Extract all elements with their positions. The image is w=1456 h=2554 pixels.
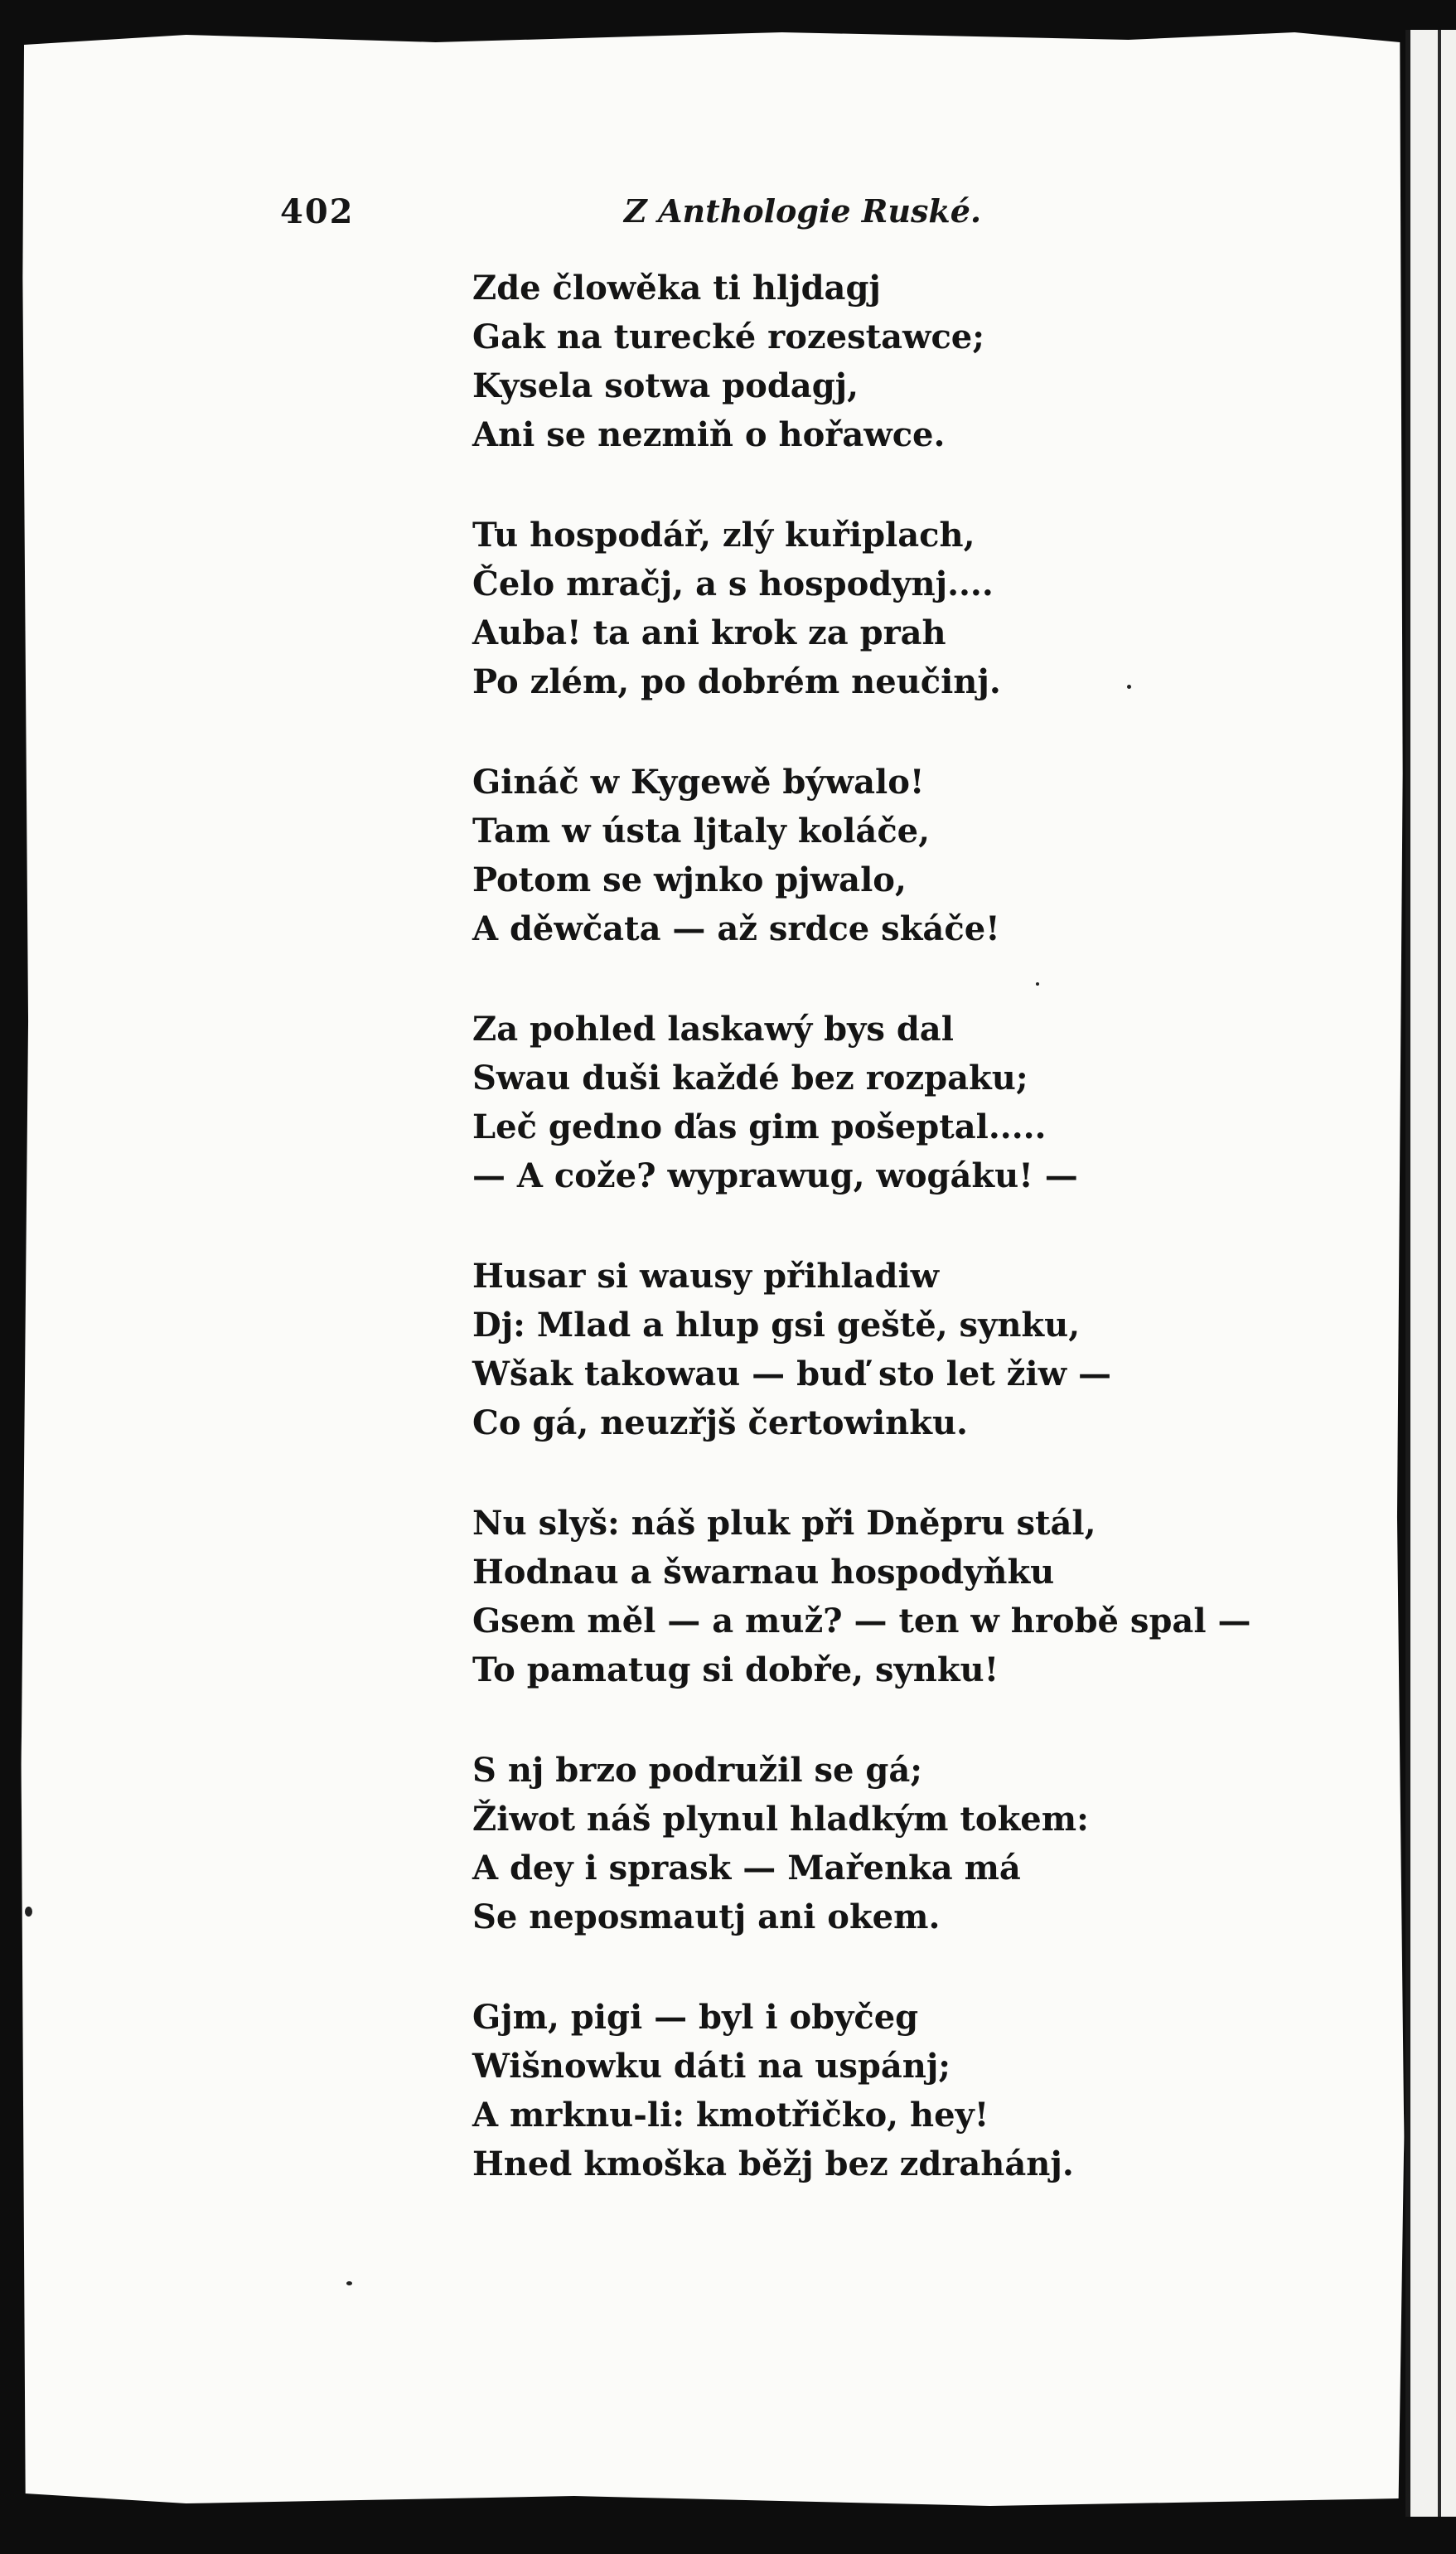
verse-line: A mrknu-li: kmotřičko, hey! bbox=[472, 2096, 989, 2135]
verse-line: Zde člowěka ti hljdagj bbox=[472, 269, 881, 308]
ink-speck bbox=[346, 2281, 352, 2285]
verse-line: Čelo mračj, a s hospodynj.... bbox=[472, 565, 994, 603]
verse-line: A dey i sprask — Mařenka má bbox=[472, 1849, 1021, 1888]
verse-line: Tu hospodář, zlý kuřiplach, bbox=[472, 516, 975, 555]
verse-line: Hodnau a šwarnau hospodyňku bbox=[472, 1553, 1055, 1592]
stanza bbox=[472, 1993, 1301, 2188]
verse-line: — A cože? wyprawug, wogáku! — bbox=[472, 1156, 1078, 1195]
verse-line: Wišnowku dáti na uspánj; bbox=[472, 2047, 951, 2086]
ink-speck bbox=[1127, 685, 1131, 689]
stanza bbox=[472, 1499, 1301, 1694]
running-head bbox=[280, 192, 982, 234]
verse-line: Swau duši každé bez rozpaku; bbox=[472, 1059, 1028, 1098]
verse-line: Wšak takowau — buď sto let žiw — bbox=[472, 1355, 1111, 1393]
verse-line: Husar si wausy přihladiw bbox=[472, 1257, 940, 1296]
verse-line: Auba! ta ani krok za prah bbox=[472, 613, 946, 652]
verse-line: Dj: Mlad a hlup gsi geště, synku, bbox=[472, 1306, 1081, 1345]
stanza bbox=[472, 264, 1301, 459]
verse-line: Hned kmoška běžj bez zdrahánj. bbox=[472, 2144, 1074, 2183]
verse-line: Tam w ústa ljtaly koláče, bbox=[472, 812, 931, 851]
stanza bbox=[472, 1746, 1301, 1941]
verse-line: Ani se nezmiň o hořawce. bbox=[472, 415, 946, 454]
stanza bbox=[472, 1252, 1301, 1447]
running-title: Z Anthologie Ruské. bbox=[624, 192, 982, 230]
binding-shadow bbox=[1438, 30, 1441, 2517]
verse-line: Gjm, pigi — byl i obyčeg bbox=[472, 1998, 919, 2037]
poem-body bbox=[472, 264, 1301, 2240]
adjacent-page-edge bbox=[1405, 30, 1456, 2517]
verse-line: Se neposmautj ani okem. bbox=[472, 1897, 941, 1936]
verse-line: Po zlém, po dobrém neučinj. bbox=[472, 662, 1001, 701]
ink-speck bbox=[1036, 982, 1039, 986]
verse-line: A děwčata — až srdce skáče! bbox=[472, 909, 1000, 948]
stanza bbox=[472, 1005, 1301, 1200]
verse-line: Leč gedno ďas gim pošeptal..... bbox=[472, 1107, 1047, 1146]
verse-line: Gsem měl — a muž? — ten w hrobě spal — bbox=[472, 1602, 1251, 1640]
verse-line: Za pohled laskawý bys dal bbox=[472, 1010, 954, 1049]
verse-line: S nj brzo podružil se gá; bbox=[472, 1751, 923, 1790]
stanza bbox=[472, 758, 1301, 953]
verse-line: Nu slyš: náš pluk při Dněpru stál, bbox=[472, 1504, 1096, 1543]
verse-line: Gak na turecké rozestawce; bbox=[472, 317, 985, 356]
ink-speck bbox=[25, 1907, 32, 1917]
verse-line: Kysela sotwa podagj, bbox=[472, 366, 859, 405]
verse-line: Potom se wjnko pjwalo, bbox=[472, 860, 907, 899]
verse-line: Gináč w Kygewě býwalo! bbox=[472, 763, 925, 802]
verse-line: Co gá, neuzřjš čertowinku. bbox=[472, 1403, 968, 1442]
verse-line: Žiwot náš plynul hladkým tokem: bbox=[472, 1800, 1089, 1839]
stanza bbox=[472, 511, 1301, 706]
page-number: 402 bbox=[280, 192, 355, 231]
verse-line: To pamatug si dobře, synku! bbox=[472, 1650, 999, 1689]
